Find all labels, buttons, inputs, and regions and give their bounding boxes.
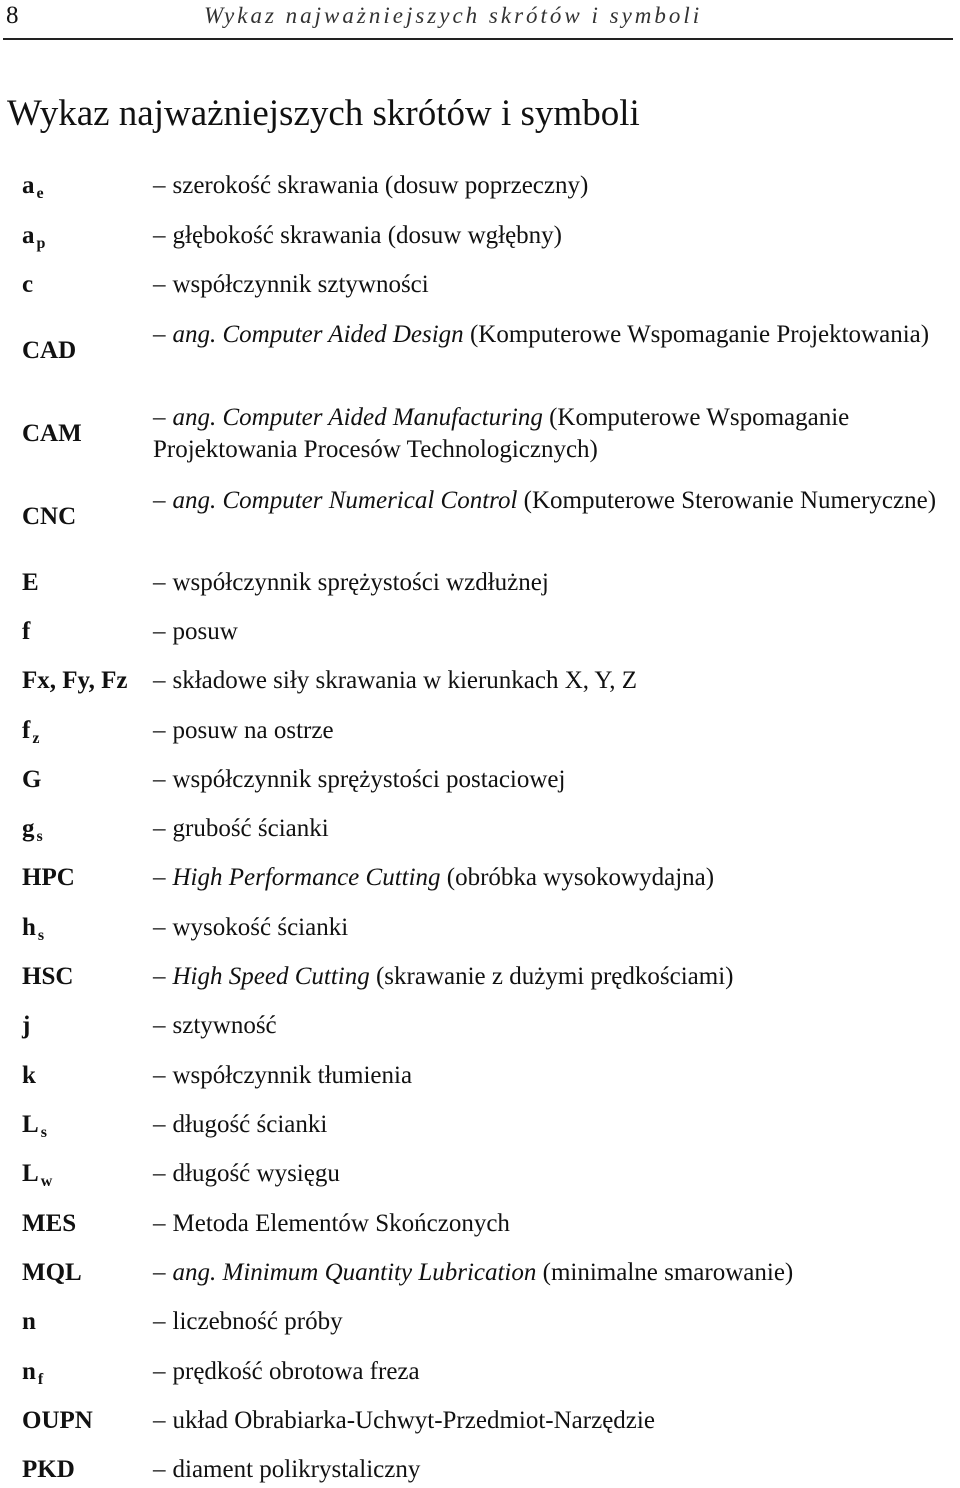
definition-text: współczynnik sprężystości wzdłużnej bbox=[172, 569, 549, 596]
english-term: High Speed Cutting bbox=[172, 963, 370, 990]
definition-text: diament polikrystaliczny bbox=[172, 1456, 421, 1483]
english-term: High Performance Cutting bbox=[172, 864, 441, 891]
symbol-definition bbox=[153, 616, 958, 648]
definition-text: długość wysięgu bbox=[172, 1160, 340, 1187]
symbol-main: a bbox=[22, 172, 35, 199]
symbol-term bbox=[22, 1454, 75, 1486]
symbol-definition bbox=[153, 402, 958, 466]
definition-dash: – bbox=[153, 404, 166, 431]
language-label: ang. bbox=[172, 404, 217, 431]
symbol-definition bbox=[153, 715, 958, 747]
symbol-main: n bbox=[22, 1358, 36, 1385]
definition-dash: – bbox=[153, 1160, 166, 1187]
symbol-definition bbox=[153, 1454, 958, 1486]
definition-text: układ Obrabiarka-Uchwyt-Przedmiot-Narzędzie bbox=[172, 1407, 655, 1434]
definition-dash: – bbox=[153, 1012, 166, 1039]
definition-text: składowe siły skrawania w kierunkach X, Y, Z bbox=[172, 667, 637, 694]
symbol-main: a bbox=[22, 222, 35, 249]
definition-text: współczynnik tłumienia bbox=[172, 1062, 413, 1089]
definition-text: grubość ścianki bbox=[172, 815, 329, 842]
definition-text: (minimalne smarowanie) bbox=[542, 1259, 794, 1286]
definition-text: wysokość ścianki bbox=[172, 914, 349, 941]
definition-text: posuw bbox=[172, 618, 238, 645]
symbol-term bbox=[22, 418, 82, 450]
symbol-definition bbox=[153, 1109, 958, 1141]
page-title: Wykaz najważniejszych skrótów i symboli bbox=[7, 93, 640, 134]
symbol-subscript: e bbox=[36, 185, 44, 202]
symbol-term bbox=[22, 501, 76, 533]
definition-text: (Komputerowe Wspomaganie Projektowania) bbox=[469, 321, 930, 348]
symbol-main: f bbox=[22, 618, 31, 645]
definition-text: sztywność bbox=[172, 1012, 277, 1039]
language-label: ang. bbox=[172, 487, 217, 514]
english-term: Computer Aided Design bbox=[222, 321, 464, 348]
definition-text: Metoda Elementów Skończonych bbox=[172, 1210, 510, 1237]
english-term: Computer Aided Manufacturing bbox=[222, 404, 543, 431]
symbol-main: HSC bbox=[22, 963, 74, 990]
symbol-definition bbox=[153, 485, 958, 517]
symbol-main: MES bbox=[22, 1210, 77, 1237]
language-label: ang. bbox=[172, 1259, 217, 1286]
definition-dash: – bbox=[153, 1259, 166, 1286]
definition-dash: – bbox=[153, 1456, 166, 1483]
definition-dash: – bbox=[153, 1407, 166, 1434]
symbol-term bbox=[22, 335, 76, 367]
symbol-definition bbox=[153, 813, 958, 845]
symbol-definition bbox=[153, 665, 958, 697]
definition-dash: – bbox=[153, 717, 166, 744]
definition-text: (Komputerowe Sterowanie Numeryczne) bbox=[523, 487, 937, 514]
definition-dash: – bbox=[153, 1111, 166, 1138]
definition-dash: – bbox=[153, 222, 166, 249]
symbol-main: CAD bbox=[22, 337, 77, 364]
definition-dash: – bbox=[153, 172, 166, 199]
symbol-definition bbox=[153, 1405, 958, 1437]
symbol-main: n bbox=[22, 1308, 36, 1335]
language-label: ang. bbox=[172, 321, 217, 348]
symbol-definition bbox=[153, 319, 958, 351]
symbol-main: PKD bbox=[22, 1456, 75, 1483]
definition-text: liczebność próby bbox=[172, 1308, 343, 1335]
english-term: Minimum Quantity Lubrication bbox=[222, 1259, 537, 1286]
symbol-subscript: z bbox=[32, 730, 40, 747]
definition-text: szerokość skrawania (dosuw poprzeczny) bbox=[172, 172, 589, 199]
definition-text: (Komputerowe Wspomaganie Projektowania Procesów Technologicznych) bbox=[153, 404, 850, 463]
definition-text: długość ścianki bbox=[172, 1111, 328, 1138]
symbol-main: MQL bbox=[22, 1259, 82, 1286]
definition-dash: – bbox=[153, 766, 166, 793]
definition-dash: – bbox=[153, 1358, 166, 1385]
page-number: 8 bbox=[6, 2, 19, 29]
symbol-term bbox=[22, 220, 45, 260]
symbol-subscript: s bbox=[37, 927, 45, 944]
symbol-main: L bbox=[22, 1111, 39, 1138]
symbol-definition bbox=[153, 1060, 958, 1092]
symbol-main: CAM bbox=[22, 420, 82, 447]
symbol-term bbox=[22, 1010, 30, 1042]
definition-text: współczynnik sprężystości postaciowej bbox=[172, 766, 566, 793]
symbol-term bbox=[22, 269, 33, 301]
definition-dash: – bbox=[153, 271, 166, 298]
definition-dash: – bbox=[153, 864, 166, 891]
definition-dash: – bbox=[153, 487, 166, 514]
english-term: Computer Numerical Control bbox=[222, 487, 518, 514]
symbol-definition bbox=[153, 1306, 958, 1338]
symbol-term bbox=[22, 665, 128, 697]
symbol-subscript: p bbox=[36, 235, 46, 252]
symbol-main: k bbox=[22, 1062, 36, 1089]
definition-text: posuw na ostrze bbox=[172, 717, 334, 744]
symbol-main: Fx, Fy, Fz bbox=[22, 667, 128, 694]
symbol-term bbox=[22, 1257, 82, 1289]
symbol-term bbox=[22, 1405, 93, 1437]
definition-text: współczynnik sztywności bbox=[172, 271, 429, 298]
symbol-main: c bbox=[22, 271, 34, 298]
symbol-definition bbox=[153, 1158, 958, 1190]
definition-text: głębokość skrawania (dosuw wgłębny) bbox=[172, 222, 562, 249]
definition-dash: – bbox=[153, 1308, 166, 1335]
symbol-subscript: f bbox=[37, 1371, 44, 1388]
symbol-main: h bbox=[22, 914, 36, 941]
symbol-term bbox=[22, 1208, 76, 1240]
symbol-term bbox=[22, 1356, 43, 1396]
symbol-term bbox=[22, 912, 44, 952]
symbol-main: j bbox=[22, 1012, 31, 1039]
definition-dash: – bbox=[153, 667, 166, 694]
symbol-term bbox=[22, 1109, 47, 1149]
definition-dash: – bbox=[153, 963, 166, 990]
symbol-definition bbox=[153, 1208, 958, 1240]
symbol-definition bbox=[153, 1010, 958, 1042]
symbol-main: E bbox=[22, 569, 39, 596]
definition-dash: – bbox=[153, 321, 166, 348]
definition-dash: – bbox=[153, 914, 166, 941]
definition-text: prędkość obrotowa freza bbox=[172, 1358, 420, 1385]
header-divider bbox=[3, 38, 953, 40]
definition-text: (obróbka wysokowydajna) bbox=[446, 864, 715, 891]
symbol-term bbox=[22, 813, 43, 853]
symbol-definition bbox=[153, 1257, 958, 1289]
symbol-term bbox=[22, 567, 39, 599]
symbol-definition bbox=[153, 912, 958, 944]
symbol-main: g bbox=[22, 815, 35, 842]
symbol-subscript: w bbox=[40, 1173, 53, 1190]
definition-text: (skrawanie z dużymi prędkościami) bbox=[375, 963, 734, 990]
symbol-term bbox=[22, 1306, 36, 1338]
definition-dash: – bbox=[153, 618, 166, 645]
definition-dash: – bbox=[153, 1062, 166, 1089]
symbol-definition bbox=[153, 269, 958, 301]
symbol-main: G bbox=[22, 766, 42, 793]
symbol-definition bbox=[153, 220, 958, 252]
definition-dash: – bbox=[153, 1210, 166, 1237]
symbol-term bbox=[22, 1158, 52, 1198]
symbol-subscript: s bbox=[36, 828, 43, 845]
symbol-term bbox=[22, 764, 41, 796]
symbol-definition bbox=[153, 764, 958, 796]
definition-dash: – bbox=[153, 569, 166, 596]
symbol-term bbox=[22, 1060, 36, 1092]
definition-dash: – bbox=[153, 815, 166, 842]
running-header bbox=[0, 0, 960, 40]
symbol-definition bbox=[153, 862, 958, 894]
symbol-main: L bbox=[22, 1160, 39, 1187]
symbol-definition bbox=[153, 961, 958, 993]
symbol-term bbox=[22, 616, 30, 648]
symbol-definition bbox=[153, 170, 958, 202]
symbol-term bbox=[22, 715, 39, 755]
symbol-term bbox=[22, 862, 75, 894]
symbol-subscript: s bbox=[40, 1124, 47, 1141]
running-title: Wykaz najważniejszych skrótów i symboli bbox=[204, 3, 703, 28]
symbol-definition bbox=[153, 567, 958, 599]
symbol-main: f bbox=[22, 717, 31, 744]
symbol-term bbox=[22, 170, 44, 210]
symbol-main: OUPN bbox=[22, 1407, 93, 1434]
symbol-definition bbox=[153, 1356, 958, 1388]
symbol-term bbox=[22, 961, 73, 993]
symbol-main: HPC bbox=[22, 864, 75, 891]
symbol-main: CNC bbox=[22, 503, 77, 530]
